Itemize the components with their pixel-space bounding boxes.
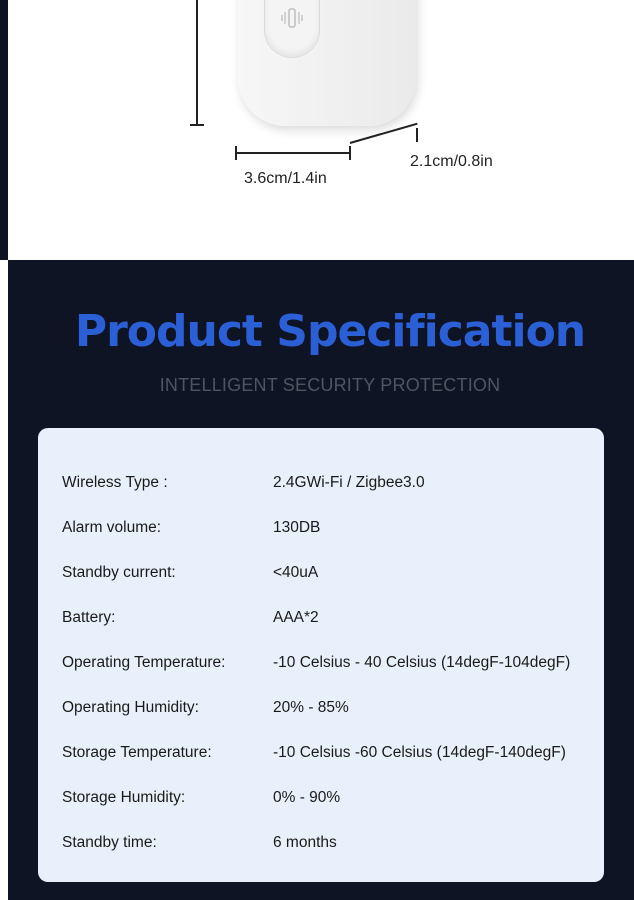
height-dimension-cap [190,124,204,126]
width-dimension-cap-left [235,146,237,160]
spec-label: Operating Temperature: [62,654,226,671]
spec-value: 0% - 90% [273,789,341,806]
width-dimension-cap-right [349,146,351,160]
depth-dimension-cap [416,128,418,142]
spec-card [38,428,604,882]
spec-label: Alarm volume: [62,519,162,536]
spec-label: Battery: [62,609,116,626]
spec-value: <40uA [273,564,319,581]
page-title: Product Specification [74,306,586,357]
page-subtitle: INTELLIGENT SECURITY PROTECTION [159,375,501,395]
spec-label: Storage Temperature: [62,744,212,761]
spec-label: Standby time: [62,834,157,851]
edge-strip [0,0,8,260]
spec-label: Operating Humidity: [62,699,199,716]
spec-label: Wireless Type : [62,474,168,491]
spec-value: AAA*2 [273,609,319,626]
vibration-icon [281,3,303,33]
spec-value: 20% - 85% [273,699,349,716]
depth-label: 2.1cm/0.8in [410,153,493,170]
spec-label: Standby current: [62,564,176,581]
width-label: 3.6cm/1.4in [244,170,327,187]
spec-value: 130DB [273,519,321,536]
spec-label: Storage Humidity: [62,789,186,806]
spec-value: -10 Celsius - 40 Celsius (14degF-104degF) [273,654,571,671]
spec-value: -10 Celsius -60 Celsius (14degF-140degF) [273,744,566,761]
device-illustration [238,0,416,126]
spec-value: 2.4GWi-Fi / Zigbee3.0 [273,474,425,491]
spec-value: 6 months [273,834,337,851]
product-image-section [0,0,634,260]
device-button [264,0,320,58]
height-dimension-line [196,0,198,126]
width-dimension-line [236,152,350,154]
